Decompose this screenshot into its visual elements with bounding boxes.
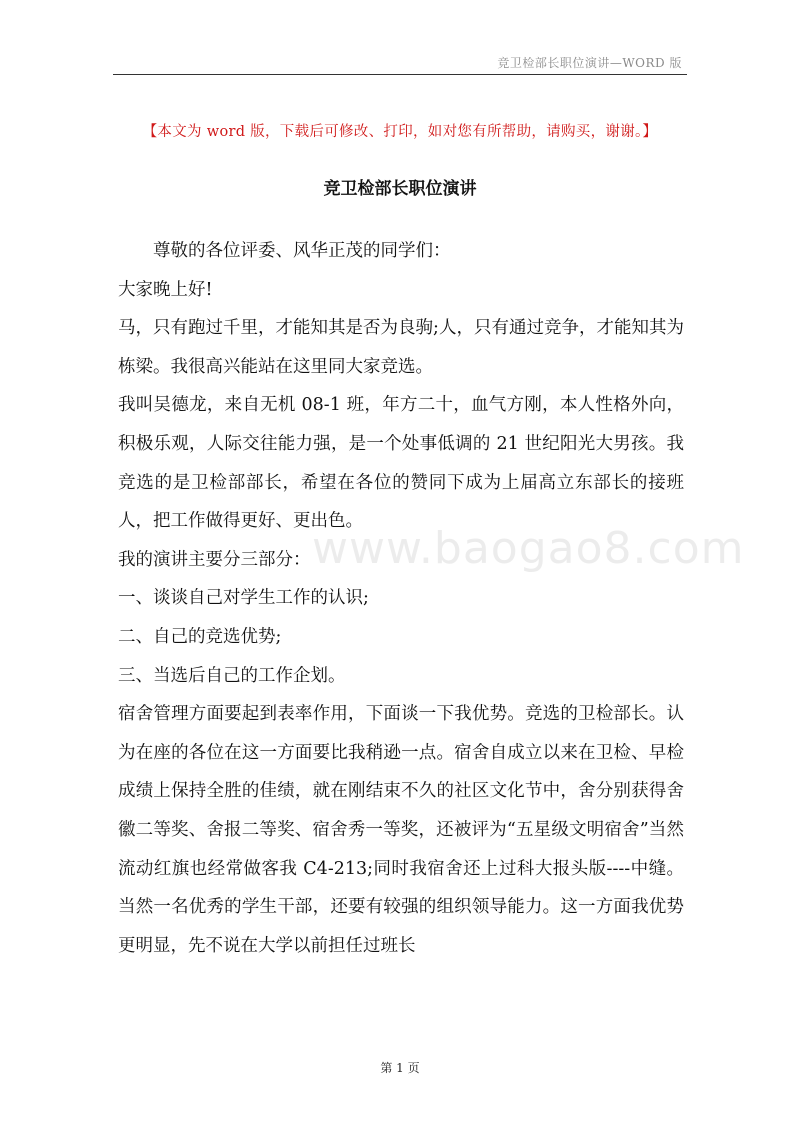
header-divider bbox=[113, 74, 687, 75]
outline-item: 一、谈谈自己对学生工作的认识; bbox=[118, 588, 369, 609]
running-header: 竞卫检部长职位演讲—WORD 版 bbox=[497, 56, 682, 70]
body-paragraph: 我的演讲主要分三部分： bbox=[118, 549, 311, 570]
outline-item: 三、当选后自己的工作企划。 bbox=[118, 665, 346, 686]
body-paragraph: 宿舍管理方面要起到表率作用，下面谈一下我优势。竞选的卫检部长。认为在座的各位在这一方面要比我稍逊一点。宿舍自成立以来在卫检、早检成绩上保持全胜的佳绩，就在刚结束不久的社区文化节中，舍分别获得舍徽二等奖、舍报二等奖、宿舍秀一等奖，还被评为“五星级文明宿舍”当然流动红旗也经常做客我 C4-213;同时我宿舍还上过科大报头版----中缝。当然一名优秀的学生干部，还要有较强的组织领导能力。这一方面我优势更明显，先不说在大学以前担任过班长 bbox=[118, 704, 684, 956]
page-number: 第 1 页 bbox=[380, 1061, 420, 1075]
salutation: 尊敬的各位评委、风华正茂的同学们： bbox=[153, 241, 451, 261]
body-paragraph: 我叫吴德龙，来自无机 08-1 班，年方二十，血气方刚，本人性格外向，积极乐观，人际交往能力强，是一个处事低调的 21 世纪阳光大男孩。我竞选的是卫检部部长，希望在各位的赞同下成为上届高立东部长的接班人，把工作做得更好、更出色。 bbox=[118, 395, 684, 532]
watermark: www.baogao8.com bbox=[312, 523, 745, 574]
body-paragraph: 马，只有跑过千里，才能知其是否为良驹;人，只有通过竞争，才能知其为栋梁。我很高兴能站在这里同大家竞选。 bbox=[118, 318, 684, 377]
document-title: 竞卫检部长职位演讲 bbox=[323, 179, 477, 199]
document-body bbox=[118, 232, 684, 965]
outline-item: 二、自己的竞选优势; bbox=[118, 626, 282, 647]
greeting: 大家晚上好! bbox=[118, 279, 213, 300]
purchase-notice: 【本文为 word 版，下载后可修改、打印，如对您有所帮助，请购买，谢谢。】 bbox=[142, 124, 658, 140]
